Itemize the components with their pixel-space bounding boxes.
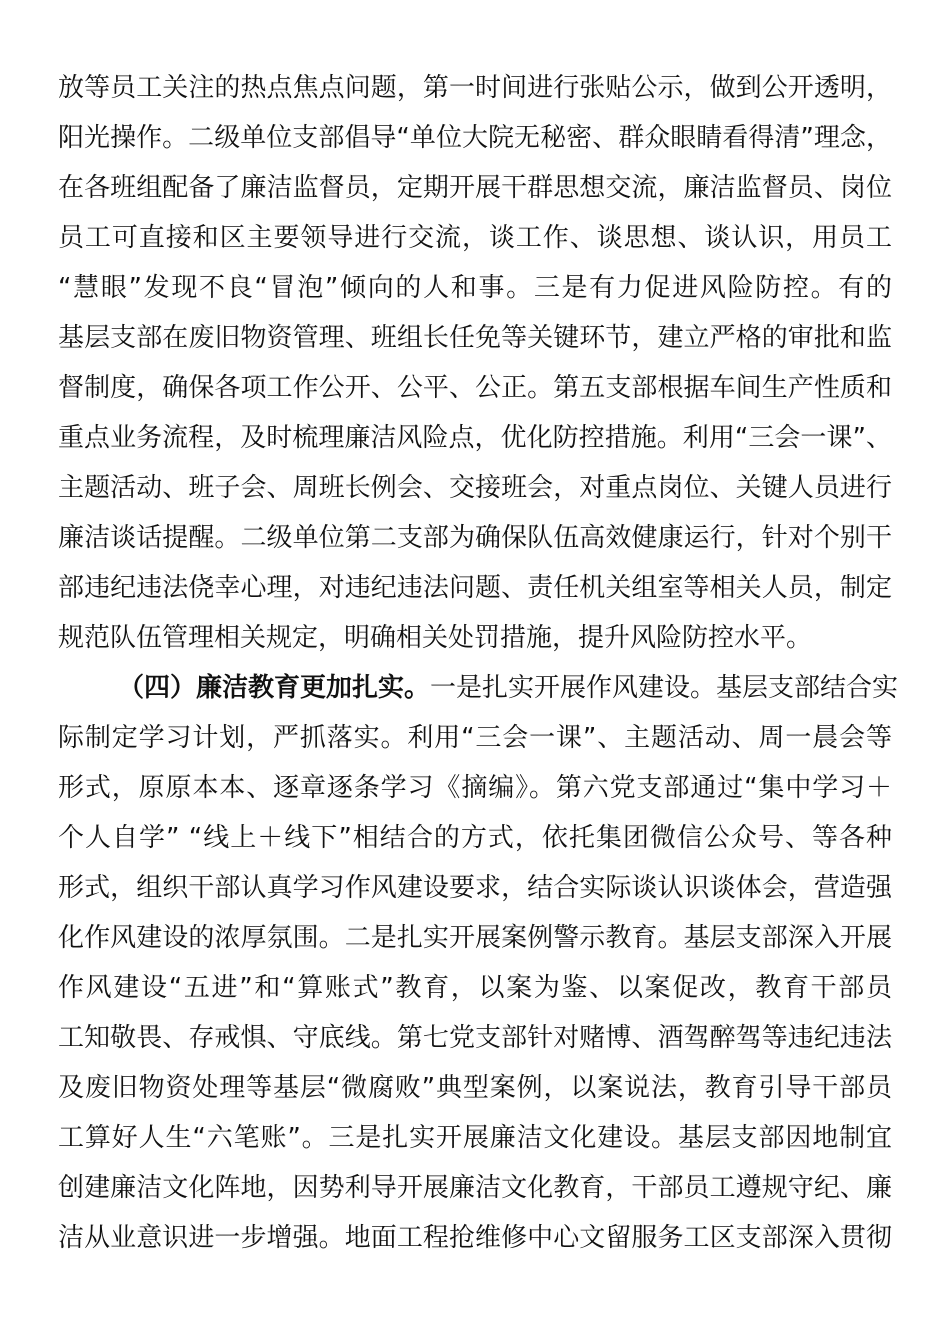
text-line: 规范队伍管理相关规定，明确相关处罚措施，提升风险防控水平。 — [58, 623, 813, 653]
text-line: 个人自学” “线上＋线下”相结合的方式，依托集团微信公众号、等各种 — [58, 823, 892, 853]
text-line: 部违纪违法侥幸心理，对违纪违法问题、责任机关组室等相关人员，制定 — [58, 573, 892, 603]
text-line: 重点业务流程，及时梳理廉洁风险点，优化防控措施。利用“三会一课”、 — [58, 423, 892, 453]
section-first-line-text: 一是扎实开展作风建设。基层支部结合实 — [430, 673, 899, 703]
section-heading: （四）廉洁教育更加扎实。 — [118, 673, 431, 703]
text-line: 及废旧物资处理等基层“微腐败”典型案例，以案说法，教育引导干部员 — [58, 1073, 892, 1103]
text-line: 督制度，确保各项工作公开、公平、公正。第五支部根据车间生产性质和 — [58, 373, 892, 403]
text-line: 工知敬畏、存戒惧、守底线。第七党支部针对赌博、酒驾醉驾等违纪违法 — [58, 1023, 892, 1053]
text-line: 洁从业意识进一步增强。地面工程抢维修中心文留服务工区支部深入贯彻 — [58, 1223, 892, 1253]
text-line: 主题活动、班子会、周班长例会、交接班会，对重点岗位、关键人员进行 — [58, 473, 892, 503]
text-line: “慧眼”发现不良“冒泡”倾向的人和事。三是有力促进风险防控。有的 — [58, 273, 892, 303]
text-line: 作风建设“五进”和“算账式”教育，以案为鉴、以案促改，教育干部员 — [58, 973, 892, 1003]
text-line: 化作风建设的浓厚氛围。二是扎实开展案例警示教育。基层支部深入开展 — [58, 923, 892, 953]
text-line: 形式，组织干部认真学习作风建设要求，结合实际谈认识谈体会，营造强 — [58, 873, 892, 903]
text-line: 放等员工关注的热点焦点问题，第一时间进行张贴公示，做到公开透明， — [58, 73, 892, 103]
text-line: 廉洁谈话提醒。二级单位第二支部为确保队伍高效健康运行，针对个别干 — [58, 523, 892, 553]
text-line: 际制定学习计划，严抓落实。利用“三会一课”、主题活动、周一晨会等 — [58, 723, 892, 753]
text-line: 基层支部在废旧物资管理、班组长任免等关键环节，建立严格的审批和监 — [58, 323, 892, 353]
section-first-line — [118, 663, 899, 713]
text-line: 阳光操作。二级单位支部倡导“单位大院无秘密、群众眼睛看得清”理念， — [58, 123, 892, 153]
text-line: 在各班组配备了廉洁监督员，定期开展干群思想交流，廉洁监督员、岗位 — [58, 173, 892, 203]
text-line: 员工可直接和区主要领导进行交流，谈工作、谈思想、谈认识，用员工 — [58, 223, 892, 253]
text-line: 工算好人生“六笔账”。三是扎实开展廉洁文化建设。基层支部因地制宜 — [58, 1123, 892, 1153]
text-line: 创建廉洁文化阵地，因势利导开展廉洁文化教育，干部员工遵规守纪、廉 — [58, 1173, 892, 1203]
text-line: 形式，原原本本、逐章逐条学习《摘编》。第六党支部通过“集中学习＋ — [58, 773, 892, 803]
